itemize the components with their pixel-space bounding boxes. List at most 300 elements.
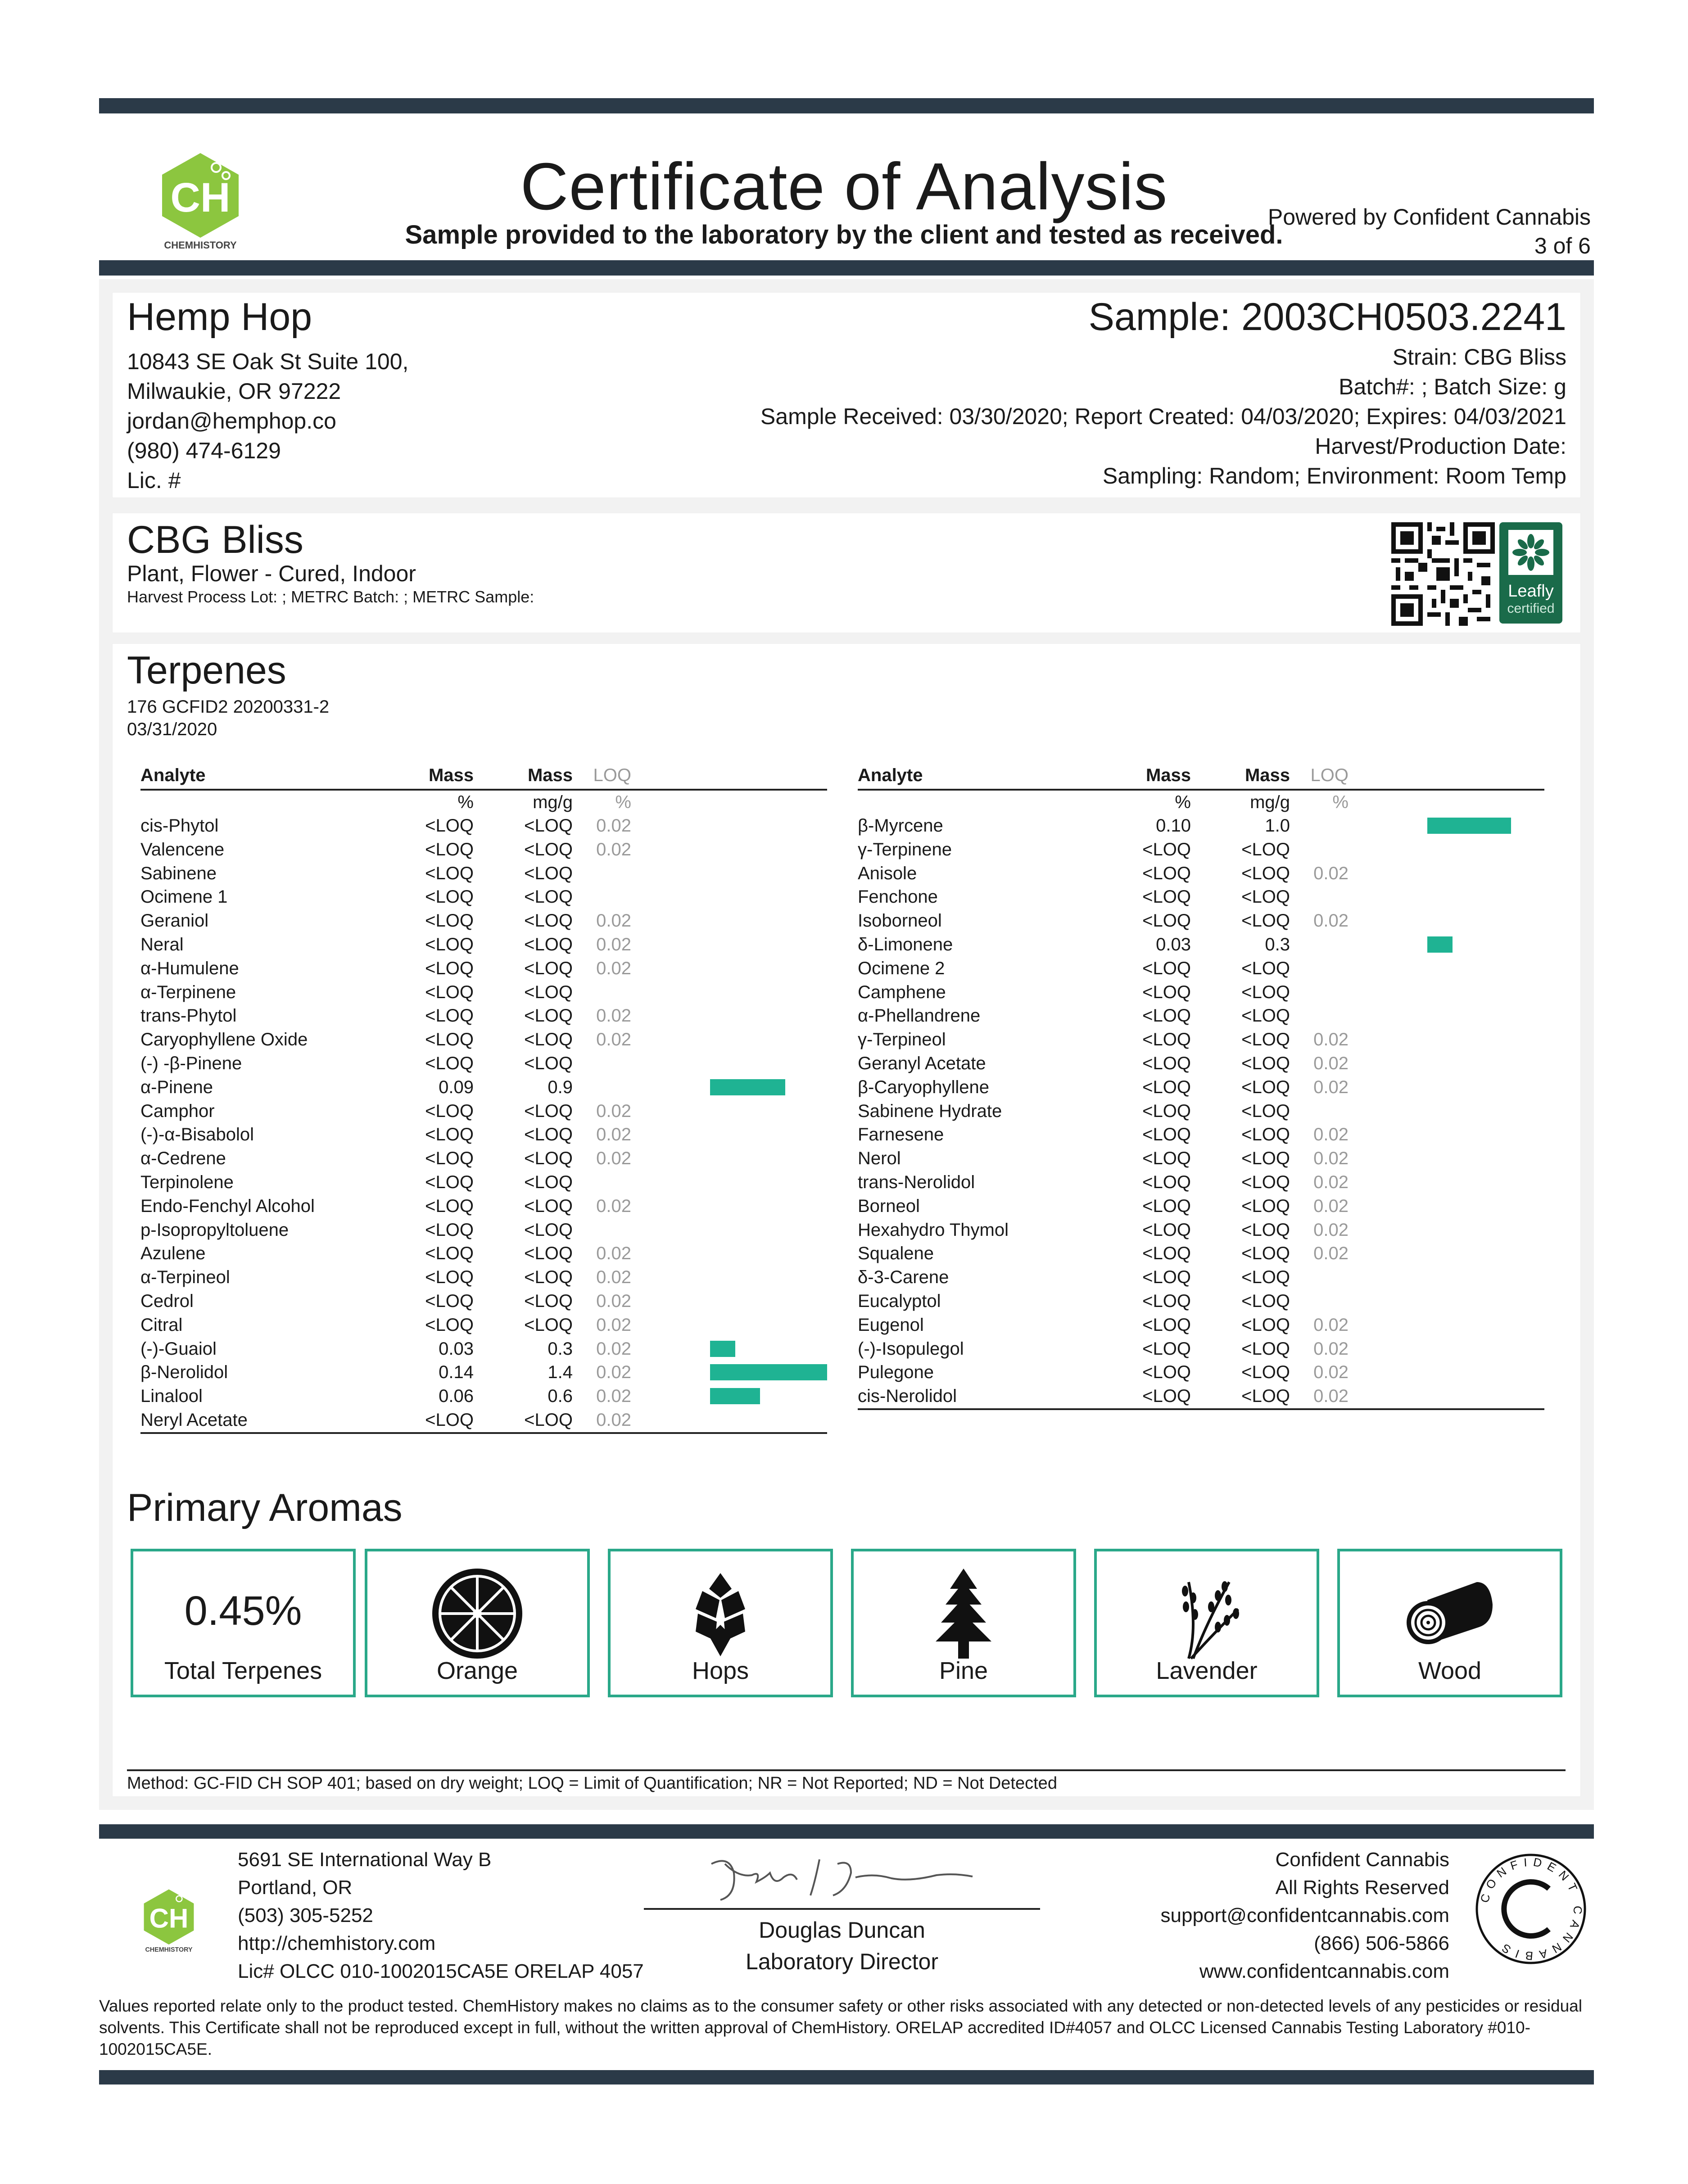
mass-percent: <LOQ <box>425 1030 474 1050</box>
analyte-name: p-Isopropyltoluene <box>140 1220 289 1240</box>
analyte-name: β-Myrcene <box>858 816 943 836</box>
concentration-bar <box>710 1364 827 1380</box>
cc-name: Confident Cannabis <box>1275 1849 1449 1871</box>
table-row <box>140 1408 827 1432</box>
mass-percent: <LOQ <box>1142 1172 1191 1192</box>
table-row <box>858 885 1544 909</box>
analyte-name: γ-Terpineol <box>858 1030 946 1050</box>
terpenes-title: Terpenes <box>127 649 286 692</box>
mass-mg-per-g: <LOQ <box>1241 1267 1290 1288</box>
table-row <box>140 1361 827 1384</box>
lab-phone: (503) 305-5252 <box>238 1904 373 1926</box>
analyte-name: Isoborneol <box>858 911 942 931</box>
mass-mg-per-g: <LOQ <box>1241 1030 1290 1050</box>
sample-batch: Batch#: ; Batch Size: g <box>1339 374 1566 399</box>
table-row <box>858 838 1544 862</box>
table-row <box>858 1361 1544 1384</box>
unit-pct: % <box>457 792 474 812</box>
mass-percent: <LOQ <box>425 1101 474 1121</box>
loq-value: 0.02 <box>1313 1053 1349 1073</box>
product-type: Plant, Flower - Cured, Indoor <box>127 561 416 586</box>
client-name: Hemp Hop <box>127 295 312 339</box>
table-end-rule <box>140 1432 827 1434</box>
analyte-name: Terpinolene <box>140 1172 234 1192</box>
mass-percent: <LOQ <box>425 1243 474 1264</box>
terpenes-instrument: 176 GCFID2 20200331-2 <box>127 697 330 717</box>
table-row <box>858 1384 1544 1408</box>
mass-mg-per-g: <LOQ <box>1241 958 1290 978</box>
header-mass-pct: Mass <box>428 765 474 785</box>
loq-value: 0.02 <box>596 1101 631 1121</box>
log-icon <box>1400 1564 1499 1663</box>
product-lot: Harvest Process Lot: ; METRC Batch: ; METRC Sample: <box>127 588 534 606</box>
analyte-name: trans-Nerolidol <box>858 1172 975 1192</box>
mass-mg-per-g: 0.9 <box>548 1077 573 1097</box>
mass-mg-per-g: <LOQ <box>1241 1386 1290 1406</box>
svg-text:CHEMHISTORY: CHEMHISTORY <box>164 240 237 251</box>
mass-percent: <LOQ <box>425 1315 474 1335</box>
mass-percent: <LOQ <box>425 1006 474 1026</box>
analyte-name: Eugenol <box>858 1315 924 1335</box>
header-loq: LOQ <box>1310 765 1349 785</box>
mass-percent: 0.03 <box>1156 934 1191 954</box>
table-row <box>858 1337 1544 1361</box>
table-row <box>858 862 1544 886</box>
table-row <box>140 814 827 838</box>
mass-mg-per-g: 0.3 <box>548 1338 573 1359</box>
client-phone: (980) 474-6129 <box>127 438 281 463</box>
mass-percent: <LOQ <box>425 887 474 907</box>
analyte-name: Farnesene <box>858 1125 944 1145</box>
mass-percent: <LOQ <box>425 1149 474 1169</box>
table-row <box>140 1123 827 1147</box>
header-loq: LOQ <box>593 765 631 785</box>
table-row <box>140 862 827 886</box>
concentration-bar <box>1427 936 1453 953</box>
mass-percent: <LOQ <box>1142 1315 1191 1335</box>
table-row <box>858 933 1544 957</box>
concentration-bar <box>1427 818 1511 834</box>
mass-mg-per-g: <LOQ <box>1241 1338 1290 1359</box>
director-name: Douglas Duncan <box>759 1917 925 1943</box>
table-rows <box>140 814 827 1432</box>
mass-mg-per-g: <LOQ <box>524 911 573 931</box>
mass-mg-per-g: 1.0 <box>1265 816 1290 836</box>
analyte-name: cis-Phytol <box>140 816 219 836</box>
chemhistory-footer-logo-icon <box>135 1886 203 1954</box>
table-row <box>858 814 1544 838</box>
header-mass-mg: Mass <box>1245 765 1290 785</box>
cc-phone: (866) 506-5866 <box>1314 1932 1449 1954</box>
table-row <box>140 1194 827 1218</box>
analyte-name: δ-Limonene <box>858 934 953 954</box>
table-row <box>140 1004 827 1028</box>
table-row <box>140 1076 827 1099</box>
product-name: CBG Bliss <box>127 518 303 561</box>
bottom-bar <box>99 2070 1594 2085</box>
table-row <box>858 1242 1544 1266</box>
unit-loq: % <box>1332 792 1349 812</box>
mass-mg-per-g: <LOQ <box>1241 1243 1290 1264</box>
table-end-rule <box>858 1408 1544 1410</box>
table-row <box>140 1242 827 1266</box>
mass-percent: <LOQ <box>1142 1243 1191 1264</box>
loq-value: 0.02 <box>596 1243 631 1264</box>
aroma-box-pine <box>851 1549 1076 1697</box>
analyte-name: (-)-Isopulegol <box>858 1338 964 1359</box>
confident-cannabis-seal-icon <box>1472 1850 1589 1967</box>
table-row <box>140 1218 827 1242</box>
mass-percent: 0.06 <box>439 1386 474 1406</box>
mass-mg-per-g: <LOQ <box>1241 1077 1290 1097</box>
table-row <box>858 1004 1544 1028</box>
loq-value: 0.02 <box>596 1196 631 1216</box>
mass-percent: <LOQ <box>1142 1338 1191 1359</box>
mass-mg-per-g: <LOQ <box>524 1172 573 1192</box>
mass-percent: <LOQ <box>425 1196 474 1216</box>
cc-email[interactable]: support@confidentcannabis.com <box>1160 1904 1449 1926</box>
table-header <box>140 765 827 791</box>
analyte-name: Endo-Fenchyl Alcohol <box>140 1196 315 1216</box>
loq-value: 0.02 <box>596 1386 631 1406</box>
loq-value: 0.02 <box>596 1338 631 1359</box>
loq-value: 0.02 <box>1313 1149 1349 1169</box>
mass-mg-per-g: <LOQ <box>1241 1006 1290 1026</box>
sample-harvest-date: Harvest/Production Date: <box>1315 434 1566 459</box>
table-row <box>858 1076 1544 1099</box>
mass-percent: <LOQ <box>425 839 474 859</box>
director-title: Laboratory Director <box>746 1949 938 1974</box>
lab-url[interactable]: http://chemhistory.com <box>238 1932 436 1954</box>
page-number: 3 of 6 <box>1534 233 1591 258</box>
analyte-name: Citral <box>140 1315 183 1335</box>
mass-percent: <LOQ <box>1142 911 1191 931</box>
mass-percent: <LOQ <box>1142 839 1191 859</box>
table-row <box>858 1313 1544 1337</box>
mass-percent: <LOQ <box>425 1053 474 1073</box>
client-address-line1: 10843 SE Oak St Suite 100, <box>127 349 409 374</box>
aroma-box-wood <box>1337 1549 1562 1697</box>
mass-percent: <LOQ <box>1142 1196 1191 1216</box>
table-row <box>140 1099 827 1123</box>
aroma-label: Hops <box>692 1657 749 1684</box>
mass-percent: 0.14 <box>439 1362 474 1383</box>
table-row <box>858 1289 1544 1313</box>
analyte-name: β-Caryophyllene <box>858 1077 990 1097</box>
analyte-name: α-Pinene <box>140 1077 213 1097</box>
mass-mg-per-g: <LOQ <box>1241 1149 1290 1169</box>
header-analyte: Analyte <box>858 765 923 785</box>
mass-mg-per-g: <LOQ <box>524 839 573 859</box>
mass-mg-per-g: 0.6 <box>548 1386 573 1406</box>
sample-strain: Strain: CBG Bliss <box>1392 344 1566 370</box>
mass-mg-per-g: <LOQ <box>1241 1101 1290 1121</box>
lab-contact <box>238 1846 644 1985</box>
aroma-box-lavender <box>1094 1549 1319 1697</box>
loq-value: 0.02 <box>1313 1362 1349 1383</box>
lavender-icon <box>1157 1564 1256 1663</box>
loq-value: 0.02 <box>1313 1315 1349 1335</box>
analyte-name: Valencene <box>140 839 225 859</box>
mass-percent: <LOQ <box>425 1220 474 1240</box>
loq-value: 0.02 <box>596 911 631 931</box>
table-row <box>140 957 827 981</box>
table-row <box>140 1313 827 1337</box>
analyte-name: cis-Nerolidol <box>858 1386 957 1406</box>
loq-value: 0.02 <box>596 1291 631 1311</box>
analyte-name: Ocimene 2 <box>858 958 945 978</box>
mass-mg-per-g: <LOQ <box>524 1291 573 1311</box>
mass-mg-per-g: <LOQ <box>524 958 573 978</box>
total-terpenes-value: 0.45% <box>184 1588 302 1634</box>
analyte-name: (-)-α-Bisabolol <box>140 1125 254 1145</box>
director-signature <box>702 1846 982 1904</box>
aroma-box-orange <box>365 1549 590 1697</box>
mass-percent: 0.10 <box>1156 816 1191 836</box>
mass-mg-per-g: <LOQ <box>524 1053 573 1073</box>
table-row <box>140 1147 827 1171</box>
aroma-label: Wood <box>1418 1657 1482 1684</box>
client-email[interactable]: jordan@hemphop.co <box>127 408 336 434</box>
aroma-label: Lavender <box>1156 1657 1258 1684</box>
loq-value: 0.02 <box>1313 1125 1349 1145</box>
concentration-bar <box>710 1388 760 1404</box>
table-row <box>858 1194 1544 1218</box>
page-subtitle: Sample provided to the laboratory by the client and tested as received. <box>405 220 1283 249</box>
mass-percent: <LOQ <box>1142 1030 1191 1050</box>
analyte-name: Geranyl Acetate <box>858 1053 986 1073</box>
header-bar <box>99 260 1594 276</box>
leafly-certified-badge[interactable] <box>1499 522 1562 624</box>
svg-text:CH: CH <box>149 1903 189 1934</box>
analyte-name: Camphor <box>140 1101 215 1121</box>
table-rows <box>858 814 1544 1408</box>
loq-value: 0.02 <box>596 1030 631 1050</box>
mass-percent: <LOQ <box>1142 1291 1191 1311</box>
mass-mg-per-g: <LOQ <box>524 1149 573 1169</box>
table-row <box>140 1289 827 1313</box>
table-row <box>140 933 827 957</box>
loq-value: 0.02 <box>1313 1172 1349 1192</box>
svg-text:CHEMHISTORY: CHEMHISTORY <box>145 1946 193 1953</box>
analyte-name: Fenchone <box>858 887 938 907</box>
analyte-name: Neryl Acetate <box>140 1410 248 1430</box>
analyte-name: Ocimene 1 <box>140 887 228 907</box>
mass-percent: <LOQ <box>425 911 474 931</box>
director-block <box>644 1914 1040 1977</box>
mass-percent: <LOQ <box>425 1410 474 1430</box>
analyte-name: Linalool <box>140 1386 203 1406</box>
aromas-title: Primary Aromas <box>127 1486 403 1529</box>
mass-mg-per-g: <LOQ <box>524 982 573 1002</box>
analyte-name: (-)-Guaiol <box>140 1338 217 1359</box>
analyte-name: α-Terpineol <box>140 1267 230 1288</box>
mass-percent: <LOQ <box>1142 863 1191 883</box>
analyte-name: α-Humulene <box>140 958 239 978</box>
analyte-name: Camphene <box>858 982 946 1002</box>
analyte-name: Azulene <box>140 1243 206 1264</box>
terpenes-date: 03/31/2020 <box>127 719 217 739</box>
table-row <box>858 1099 1544 1123</box>
orange-slice-icon <box>428 1564 527 1663</box>
table-row <box>858 1028 1544 1052</box>
table-header <box>858 765 1544 791</box>
table-row <box>140 1052 827 1076</box>
svg-text:CH: CH <box>170 175 231 221</box>
mass-mg-per-g: <LOQ <box>524 1196 573 1216</box>
client-contact <box>127 347 408 495</box>
loq-value: 0.02 <box>596 1149 631 1169</box>
table-row <box>140 838 827 862</box>
mass-percent: <LOQ <box>1142 1267 1191 1288</box>
loq-value: 0.02 <box>596 1125 631 1145</box>
mass-percent: <LOQ <box>425 1267 474 1288</box>
leafly-name: Leafly <box>1508 582 1554 601</box>
analyte-name: Neral <box>140 934 184 954</box>
analyte-name: δ-3-Carene <box>858 1267 949 1288</box>
analyte-name: γ-Terpinene <box>858 839 952 859</box>
unit-loq: % <box>615 792 631 812</box>
cc-url[interactable]: www.confidentcannabis.com <box>1199 1960 1449 1982</box>
mass-percent: 0.03 <box>439 1338 474 1359</box>
concentration-bar <box>710 1341 735 1357</box>
mass-mg-per-g: <LOQ <box>524 1125 573 1145</box>
mass-mg-per-g: <LOQ <box>1241 1220 1290 1240</box>
mass-mg-per-g: <LOQ <box>524 1410 573 1430</box>
analyte-name: Nerol <box>858 1149 901 1169</box>
table-units <box>858 791 1544 814</box>
mass-mg-per-g: <LOQ <box>1241 887 1290 907</box>
qr-code-icon[interactable] <box>1391 522 1495 626</box>
sample-details <box>760 342 1566 491</box>
mass-mg-per-g: <LOQ <box>524 816 573 836</box>
table-units <box>140 791 827 814</box>
cc-rights: All Rights Reserved <box>1275 1877 1449 1899</box>
total-terpenes-label: Total Terpenes <box>164 1657 322 1684</box>
loq-value: 0.02 <box>596 934 631 954</box>
loq-value: 0.02 <box>596 1315 631 1335</box>
analyte-name: α-Cedrene <box>140 1149 226 1169</box>
mass-mg-per-g: <LOQ <box>1241 1362 1290 1383</box>
sample-id: Sample: 2003CH0503.2241 <box>1088 295 1566 339</box>
mass-mg-per-g: <LOQ <box>524 1101 573 1121</box>
analyte-name: (-) -β-Pinene <box>140 1053 242 1073</box>
table-row <box>858 1123 1544 1147</box>
concentration-bar <box>710 1079 785 1095</box>
table-row <box>858 1147 1544 1171</box>
analyte-name: α-Phellandrene <box>858 1006 981 1026</box>
mass-percent: <LOQ <box>425 1172 474 1192</box>
loq-value: 0.02 <box>596 1006 631 1026</box>
loq-value: 0.02 <box>596 1267 631 1288</box>
loq-value: 0.02 <box>596 816 631 836</box>
analyte-name: Eucalyptol <box>858 1291 941 1311</box>
loq-value: 0.02 <box>1313 1030 1349 1050</box>
mass-mg-per-g: 1.4 <box>548 1362 573 1383</box>
mass-percent: <LOQ <box>1142 982 1191 1002</box>
mass-mg-per-g: <LOQ <box>524 863 573 883</box>
mass-mg-per-g: <LOQ <box>1241 1196 1290 1216</box>
mass-percent: <LOQ <box>1142 1125 1191 1145</box>
table-row <box>140 1028 827 1052</box>
confident-cannabis-contact <box>1161 1846 1449 1985</box>
mass-percent: <LOQ <box>425 958 474 978</box>
lab-address-line1: 5691 SE International Way B <box>238 1849 492 1871</box>
analyte-name: β-Nerolidol <box>140 1362 228 1383</box>
unit-mg: mg/g <box>533 792 573 812</box>
table-row <box>140 1384 827 1408</box>
mass-percent: <LOQ <box>1142 1220 1191 1240</box>
table-row <box>140 1266 827 1289</box>
loq-value: 0.02 <box>1313 911 1349 931</box>
analyte-name: Sabinene <box>140 863 217 883</box>
client-license: Lic. # <box>127 468 181 493</box>
lab-license: Lic# OLCC 010-1002015CA5E ORELAP 4057 <box>238 1960 644 1982</box>
mass-mg-per-g: <LOQ <box>524 934 573 954</box>
analyte-name: Anisole <box>858 863 917 883</box>
table-row <box>140 1171 827 1194</box>
leafly-leaf-icon <box>1506 528 1556 577</box>
mass-mg-per-g: <LOQ <box>524 1220 573 1240</box>
mass-percent: <LOQ <box>1142 958 1191 978</box>
aroma-label: Orange <box>436 1657 518 1684</box>
svg-text:CONFIDENT CANNABIS: CONFIDENT CANNABIS <box>1477 1855 1585 1963</box>
loq-value: 0.02 <box>1313 1338 1349 1359</box>
mass-percent: <LOQ <box>425 934 474 954</box>
table-row <box>858 909 1544 933</box>
mass-mg-per-g: <LOQ <box>1241 863 1290 883</box>
loq-value: 0.02 <box>596 1362 631 1383</box>
table-row <box>858 1218 1544 1242</box>
mass-mg-per-g: <LOQ <box>1241 839 1290 859</box>
mass-percent: <LOQ <box>1142 1077 1191 1097</box>
method-rule <box>127 1769 1566 1771</box>
mass-percent: <LOQ <box>1142 887 1191 907</box>
method-note: Method: GC-FID CH SOP 401; based on dry weight; LOQ = Limit of Quantification; NR = Not Reported; ND = Not Detected <box>127 1774 1057 1793</box>
mass-percent: <LOQ <box>1142 1362 1191 1383</box>
loq-value: 0.02 <box>1313 863 1349 883</box>
table-row <box>858 1052 1544 1076</box>
hops-icon <box>671 1564 770 1663</box>
mass-mg-per-g: <LOQ <box>1241 1315 1290 1335</box>
loq-value: 0.02 <box>1313 1386 1349 1406</box>
analyte-name: trans-Phytol <box>140 1006 237 1026</box>
sample-sampling: Sampling: Random; Environment: Room Temp <box>1102 463 1566 488</box>
powered-by-text: Powered by Confident Cannabis <box>1267 204 1591 230</box>
mass-mg-per-g: <LOQ <box>524 1030 573 1050</box>
aroma-label: Pine <box>939 1657 988 1684</box>
leafly-certified: certified <box>1507 601 1555 616</box>
footer-top-bar <box>99 1824 1594 1839</box>
lab-address-line2: Portland, OR <box>238 1877 353 1899</box>
analyte-name: Hexahydro Thymol <box>858 1220 1009 1240</box>
analyte-name: Cedrol <box>140 1291 194 1311</box>
table-row <box>858 981 1544 1004</box>
analyte-name: Borneol <box>858 1196 920 1216</box>
mass-percent: <LOQ <box>1142 1149 1191 1169</box>
sample-dates: Sample Received: 03/30/2020; Report Created: 04/03/2020; Expires: 04/03/2021 <box>760 404 1566 429</box>
header-analyte: Analyte <box>140 765 206 785</box>
mass-mg-per-g: <LOQ <box>1241 1053 1290 1073</box>
mass-percent: <LOQ <box>1142 1006 1191 1026</box>
pine-tree-icon <box>914 1564 1013 1663</box>
mass-percent: <LOQ <box>1142 1101 1191 1121</box>
mass-mg-per-g: <LOQ <box>1241 1291 1290 1311</box>
analyte-name: Geraniol <box>140 911 209 931</box>
client-address-line2: Milwaukie, OR 97222 <box>127 379 341 404</box>
loq-value: 0.02 <box>596 839 631 859</box>
table-row <box>140 981 827 1004</box>
